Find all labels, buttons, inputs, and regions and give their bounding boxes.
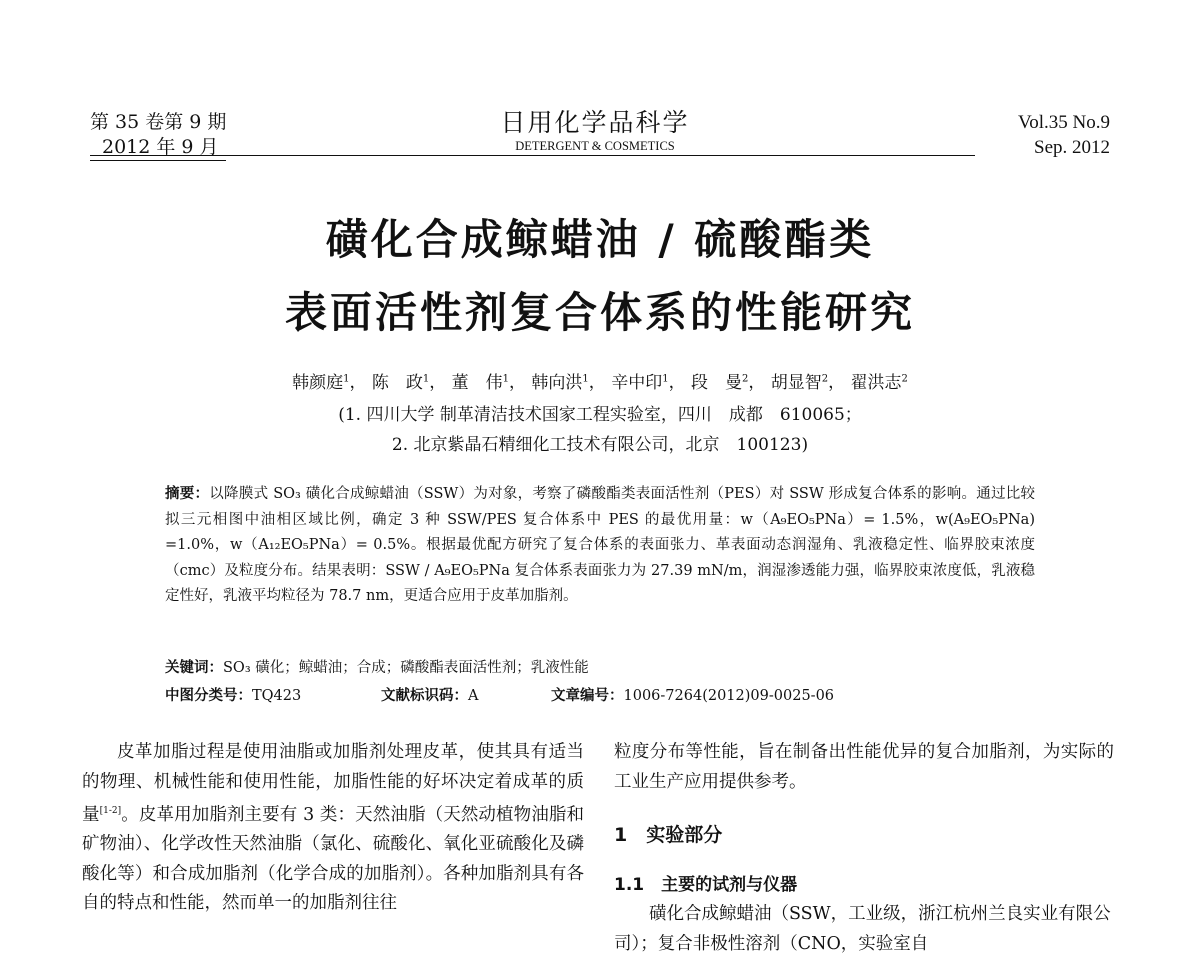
journal-name-en: DETERGENT & COSMETICS: [515, 139, 675, 153]
abstract-label: 摘要：: [165, 486, 210, 502]
journal-name-cn: 日用化学品科学: [500, 108, 690, 137]
intro-paragraph: 皮革加脂过程是使用油脂或加脂剂处理皮革，使其具有适当的物理、机械性能和使用性能，加脂性能的好坏决定着成革的质量[1-2]。皮革用加脂剂主要有 3 类：天然油脂（天然动植物油脂和矿物油）、化学改性天然油脂（氯化、硫酸化、氧化亚硫酸化及磷酸化等）和合成加脂剂（化学合成的加脂剂）。各种加脂剂具有各自的特点和性能，然而单一的加脂剂往往: [82, 742, 585, 914]
issue-date-en: Sep. 2012: [1034, 137, 1110, 158]
author: 胡显智$^2$: [770, 372, 829, 393]
keywords-label: 关键词：: [165, 660, 223, 676]
abstract: [165, 482, 1035, 610]
body-column-left: [82, 738, 584, 919]
journal-name: [475, 108, 715, 154]
section-heading: 1 实验部分: [614, 824, 723, 846]
affiliation-1: (1. 四川大学 制革清洁技术国家工程实验室，四川 成都 610065；: [338, 405, 862, 425]
article-number-value: 1006-7264(2012)09-0025-06: [623, 688, 835, 704]
issue-info: [90, 110, 226, 161]
subsection-heading: 1.1 主要的试剂与仪器: [614, 875, 798, 895]
paper-title-line2: 表面活性剂复合体系的性能研究: [284, 288, 915, 337]
author: 韩颜庭$^1$: [292, 372, 350, 393]
author: 翟洪志$^2$: [850, 372, 908, 393]
article-number-label: 文章编号：: [551, 688, 624, 704]
author-list: 韩颜庭$^1$， 陈 政$^1$， 董 伟$^1$， 韩向洪$^1$， 辛中印$^1$， 段 曼$^2$， 胡显智$^2$， 翟洪志$^2$: [292, 372, 908, 393]
citation: [1-2]: [99, 806, 122, 816]
classification-line: [165, 684, 1035, 709]
issue-date: 2012 年 9 月: [90, 135, 226, 161]
author: 韩向洪$^1$: [531, 372, 589, 393]
doc-code-label: 文献标识码：: [381, 688, 468, 704]
keywords-text: SO₃ 磺化；鲸蜡油；合成；磷酸酯表面活性剂；乳液性能: [223, 660, 589, 676]
keywords: [165, 656, 1035, 681]
author: 辛中印$^1$: [611, 372, 669, 393]
author: 董 伟$^1$: [451, 372, 510, 393]
clc-label: 中图分类号：: [165, 688, 252, 704]
affiliation-2: 2. 北京紫晶石精细化工技术有限公司，北京 100123): [391, 435, 809, 455]
volume-issue: 第 35 卷第 9 期: [90, 111, 227, 133]
abstract-text: 以降膜式 SO₃ 磺化合成鲸蜡油（SSW）为对象，考察了磷酸酯类表面活性剂（PES）对 SSW 形成复合体系的影响。通过比较拟三元相图中油相区域比例，确定 3 种 SSW/PES 复合体系中 PES 的最优用量：w（A₉EO₅PNa）= 1.5%，w(A₉EO₅PNa) =1.0%，w（A₁₂EO₅PNa）= 0.5%。根据最优配方研究了复合体系的表面张力、革表面动态润湿角、乳液稳定性、临界胶束浓度（cmc）及粒度分布。结果表明：SSW / A₉EO₅PNa 复合体系表面张力为 27.39 mN/m，润湿渗透能力强，临界胶束浓度低，乳液稳定性好，乳液平均粒径为 78.7 nm，更适合应用于皮革加脂剂。: [165, 486, 1036, 604]
author: 陈 政$^1$: [371, 372, 430, 393]
author: 段 曼$^2$: [690, 372, 749, 393]
clc-value: TQ423: [252, 688, 302, 704]
body-column-right: [614, 738, 1114, 797]
doc-code-value: A: [468, 688, 479, 704]
header-rule: [90, 155, 975, 156]
materials-paragraph: 磺化合成鲸蜡油（SSW，工业级，浙江杭州兰良实业有限公司）；复合非极性溶剂（CNO，实验室自: [614, 904, 1111, 954]
paper-title-line1: 磺化合成鲸蜡油 / 硫酸酯类: [325, 215, 875, 264]
issue-info-en: [1018, 110, 1110, 160]
intro-paragraph-continued: 粒度分布等性能，旨在制备出性能优异的复合加脂剂，为实际的工业生产应用提供参考。: [614, 742, 1114, 792]
volume-issue-en: Vol.35 No.9: [1017, 112, 1110, 133]
